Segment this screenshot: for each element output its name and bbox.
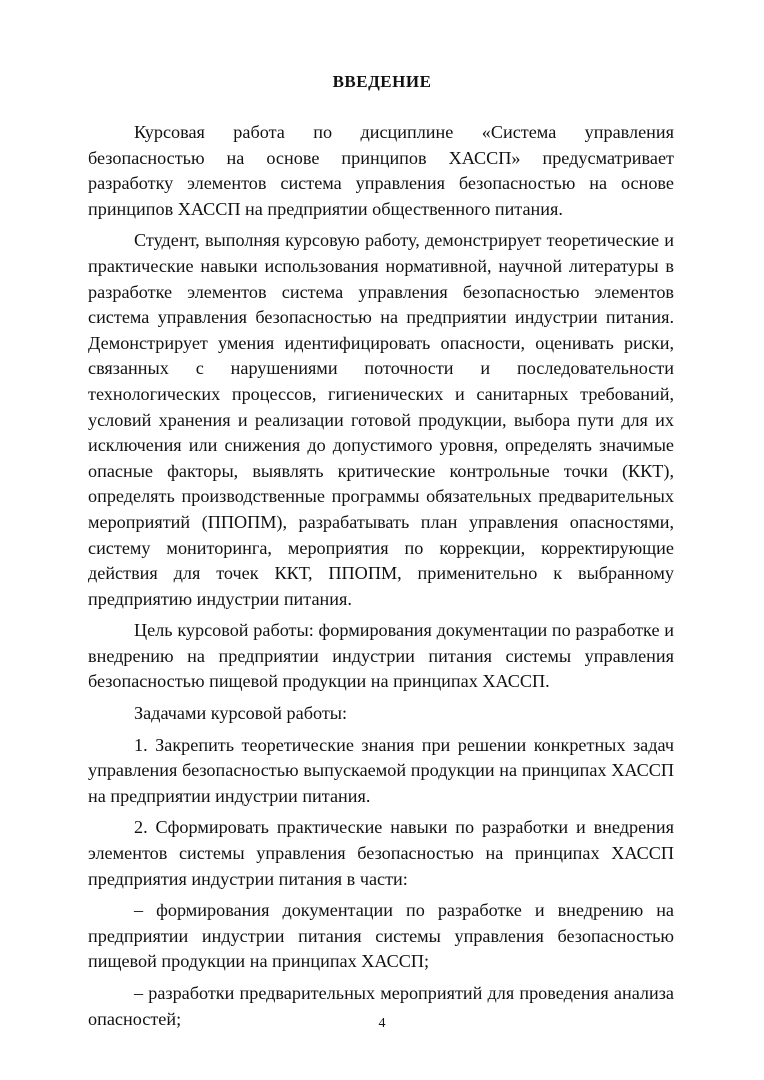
paragraph-student-skills: Студент, выполняя курсовую работу, демонстрирует теоретические и практические навыки использования нормативной, научной литературы в разработке элементов система управления безопасностью элементов система управления безопасностью на предприятии индустрии питания. Демонстрирует умения идентифицировать опасности, оценивать риски, связанных с нарушениями поточности и последовательности технологических процессов, гигиенических и санитарных требований, условий хранения и реализации готовой продукции, выбора пути для их исключения или снижения до допустимого уровня, определять значимые опасные факторы, выявлять критические контрольные точки (ККТ), определять производственные программы обязательных предварительных мероприятий (ППОПМ), разрабатывать план управления опасностями, систему мониторинга, мероприятия по коррекции, корректирующие действия для точек ККТ, ППОПМ, применительно к выбранному предприятию индустрии питания. (88, 230, 674, 609)
paragraph-task-2-item-2: – разработки предварительных мероприятий для проведения анализа опасностей; (88, 983, 674, 1029)
body-text (88, 120, 674, 1038)
paragraph-task-1: 1. Закрепить теоретические знания при решении конкретных задач управления безопасностью выпускаемой продукции на принципах ХАССП на предприятии индустрии питания. (88, 734, 674, 806)
paragraph-intro: Курсовая работа по дисциплине «Система управления безопасностью на основе принципов ХАССП» предусматривает разработку элементов система управления безопасностью на основе принципов ХАССП на предприятии общественного питания. (88, 122, 674, 219)
paragraph-tasks-heading: Задачами курсовой работы: (134, 703, 348, 724)
page-number: 4 (378, 1016, 386, 1031)
page-title: ВВЕДЕНИЕ (332, 72, 432, 91)
paragraph-goal: Цель курсовой работы: формирования документации по разработке и внедрению на предприятии индустрии питания системы управления безопасностью пищевой продукции на принципах ХАССП. (88, 620, 674, 692)
paragraph-task-2-item-1: – формирования документации по разработке и внедрению на предприятии индустрии питания системы управления безопасностью пищевой продукции на принципах ХАССП; (88, 900, 674, 972)
paragraph-task-2: 2. Сформировать практические навыки по разработки и внедрения элементов системы управления безопасностью на принципах ХАССП предприятия индустрии питания в части: (88, 817, 674, 889)
